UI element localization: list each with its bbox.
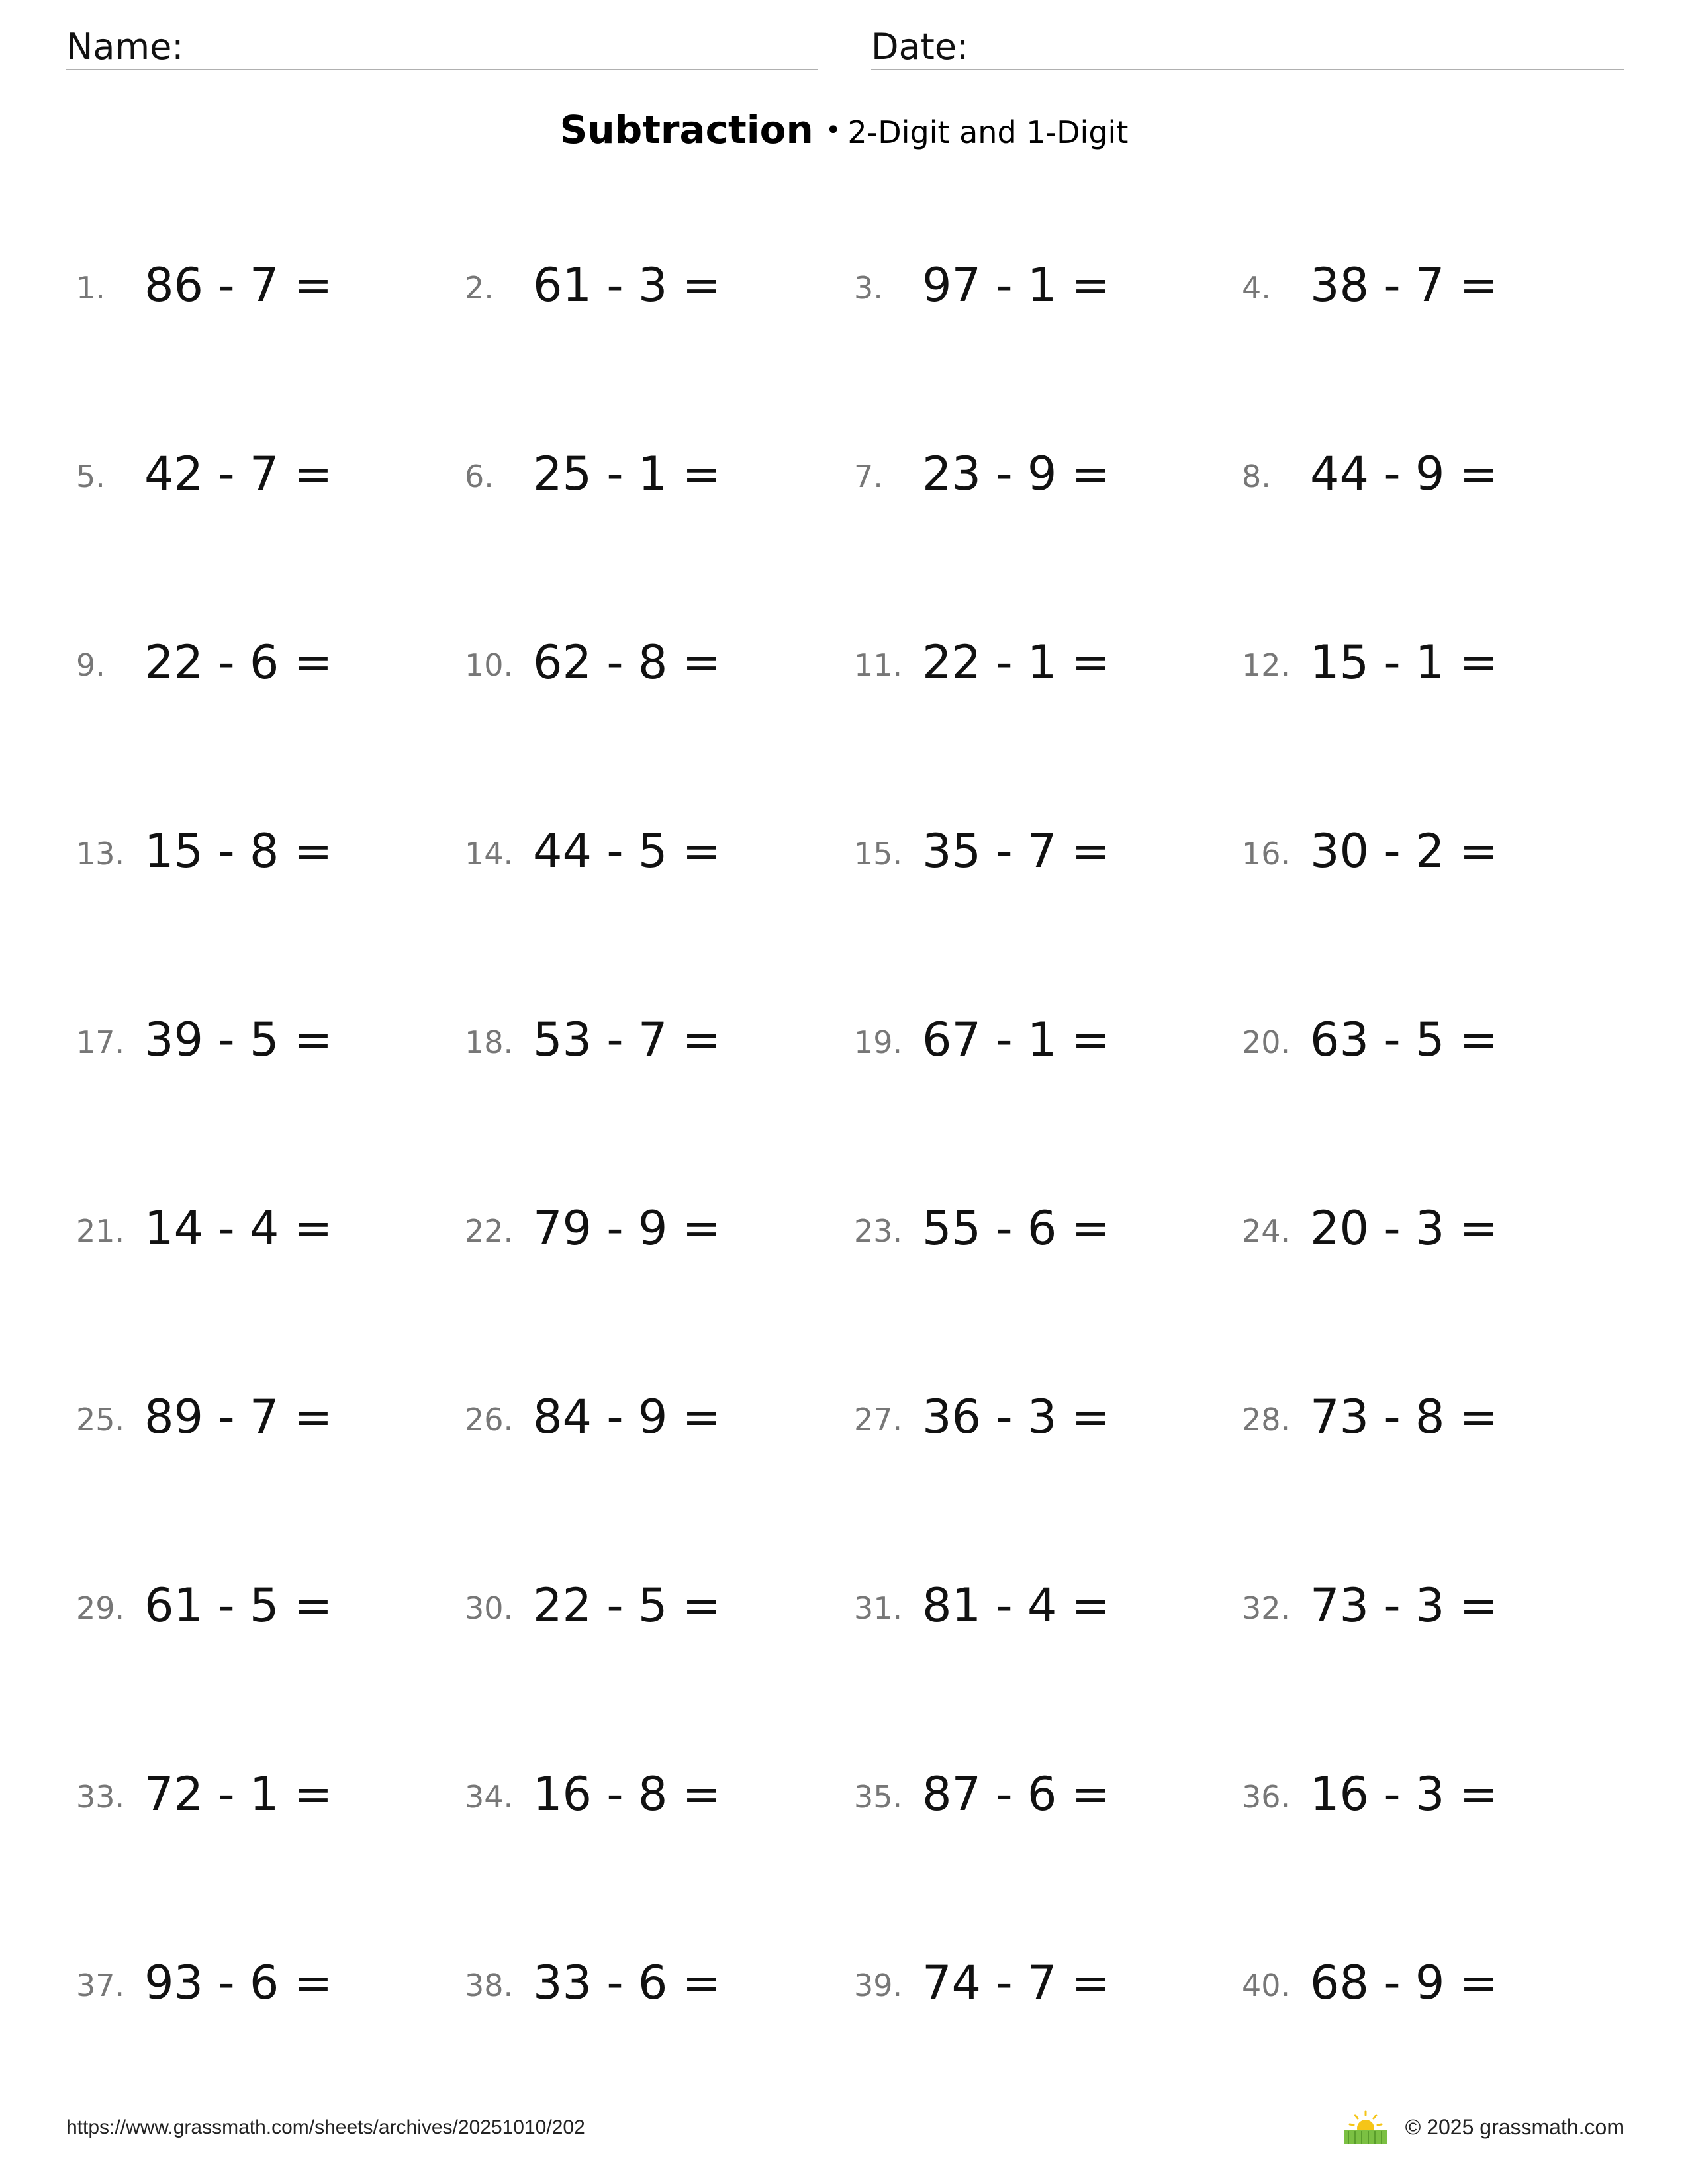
problem-expression: 23 - 9 = <box>922 447 1111 501</box>
problem-expression: 61 - 5 = <box>144 1578 333 1633</box>
problem-number: 23. <box>854 1213 903 1249</box>
problem-number: 1. <box>76 270 105 306</box>
problem-item <box>76 635 447 695</box>
problem-number: 38. <box>465 1968 514 2003</box>
problem-number: 36. <box>1242 1779 1291 1815</box>
problem-item <box>854 1013 1225 1072</box>
problem-item <box>76 1390 447 1449</box>
problem-item <box>854 1578 1225 1638</box>
problem-expression: 39 - 5 = <box>144 1013 333 1067</box>
problem-item <box>76 1578 447 1638</box>
problem-expression: 15 - 1 = <box>1310 635 1499 690</box>
problem-number: 17. <box>76 1024 125 1060</box>
problem-expression: 22 - 1 = <box>922 635 1111 690</box>
date-label: Date: <box>871 26 969 68</box>
footer-brand <box>1343 2109 1624 2146</box>
problem-number: 24. <box>1242 1213 1291 1249</box>
problem-number: 13. <box>76 836 125 872</box>
problem-number: 29. <box>76 1590 125 1626</box>
problem-item <box>465 1956 835 2015</box>
problem-expression: 33 - 6 = <box>533 1956 722 2010</box>
problem-item <box>76 1767 447 1827</box>
problem-expression: 72 - 1 = <box>144 1767 333 1821</box>
problem-item <box>1242 447 1613 506</box>
problem-item <box>1242 1390 1613 1449</box>
problem-item <box>1242 635 1613 695</box>
problem-item <box>76 447 447 506</box>
problem-expression: 35 - 7 = <box>922 824 1111 878</box>
problem-item <box>1242 1767 1613 1827</box>
problem-expression: 22 - 5 = <box>533 1578 722 1633</box>
problem-expression: 55 - 6 = <box>922 1201 1111 1255</box>
problem-expression: 68 - 9 = <box>1310 1956 1499 2010</box>
problem-expression: 73 - 3 = <box>1310 1578 1499 1633</box>
footer-url: https://www.grassmath.com/sheets/archives/20251010/202 <box>66 2116 585 2138</box>
problem-expression: 79 - 9 = <box>533 1201 722 1255</box>
problem-item <box>1242 1956 1613 2015</box>
title-main: Subtraction <box>559 107 814 152</box>
problem-expression: 25 - 1 = <box>533 447 722 501</box>
title-separator: • <box>825 115 841 146</box>
problem-expression: 44 - 5 = <box>533 824 722 878</box>
problem-expression: 73 - 8 = <box>1310 1390 1499 1444</box>
problem-expression: 67 - 1 = <box>922 1013 1111 1067</box>
problem-item <box>76 258 447 318</box>
problem-expression: 14 - 4 = <box>144 1201 333 1255</box>
problem-number: 15. <box>854 836 903 872</box>
copyright-text: © 2025 grassmath.com <box>1405 2115 1624 2139</box>
sun-over-grass-icon <box>1343 2109 1388 2146</box>
problem-item <box>465 1578 835 1638</box>
problem-item <box>854 1956 1225 2015</box>
name-label: Name: <box>66 26 184 68</box>
problem-expression: 61 - 3 = <box>533 258 722 312</box>
problem-item <box>465 447 835 506</box>
problem-expression: 20 - 3 = <box>1310 1201 1499 1255</box>
problem-expression: 63 - 5 = <box>1310 1013 1499 1067</box>
problem-number: 31. <box>854 1590 903 1626</box>
problem-expression: 42 - 7 = <box>144 447 333 501</box>
problem-expression: 86 - 7 = <box>144 258 333 312</box>
problem-number: 30. <box>465 1590 514 1626</box>
problem-number: 14. <box>465 836 514 872</box>
problem-number: 21. <box>76 1213 125 1249</box>
problem-number: 20. <box>1242 1024 1291 1060</box>
problem-item <box>76 1956 447 2015</box>
problem-expression: 44 - 9 = <box>1310 447 1499 501</box>
problem-expression: 16 - 3 = <box>1310 1767 1499 1821</box>
problem-expression: 53 - 7 = <box>533 1013 722 1067</box>
problem-item <box>854 1390 1225 1449</box>
problem-expression: 97 - 1 = <box>922 258 1111 312</box>
problem-expression: 16 - 8 = <box>533 1767 722 1821</box>
problem-item <box>854 258 1225 318</box>
problem-number: 9. <box>76 647 105 683</box>
problem-item <box>1242 1201 1613 1261</box>
problem-number: 3. <box>854 270 883 306</box>
problem-number: 11. <box>854 647 903 683</box>
problem-number: 16. <box>1242 836 1291 872</box>
problem-expression: 36 - 3 = <box>922 1390 1111 1444</box>
problem-number: 8. <box>1242 459 1271 494</box>
problem-number: 35. <box>854 1779 903 1815</box>
problem-item <box>1242 1578 1613 1638</box>
problem-number: 40. <box>1242 1968 1291 2003</box>
problem-number: 25. <box>76 1402 125 1437</box>
problem-expression: 81 - 4 = <box>922 1578 1111 1633</box>
problem-expression: 89 - 7 = <box>144 1390 333 1444</box>
problem-item <box>76 824 447 884</box>
problem-item <box>854 824 1225 884</box>
problem-number: 5. <box>76 459 105 494</box>
problem-number: 18. <box>465 1024 514 1060</box>
problem-item <box>854 447 1225 506</box>
problem-number: 12. <box>1242 647 1291 683</box>
problem-item <box>854 1767 1225 1827</box>
problem-item <box>76 1013 447 1072</box>
problem-number: 34. <box>465 1779 514 1815</box>
problem-number: 33. <box>76 1779 125 1815</box>
problem-expression: 30 - 2 = <box>1310 824 1499 878</box>
problem-number: 32. <box>1242 1590 1291 1626</box>
problem-expression: 38 - 7 = <box>1310 258 1499 312</box>
problem-expression: 15 - 8 = <box>144 824 333 878</box>
problem-expression: 74 - 7 = <box>922 1956 1111 2010</box>
problem-expression: 22 - 6 = <box>144 635 333 690</box>
problem-number: 6. <box>465 459 494 494</box>
title-subtitle: 2-Digit and 1-Digit <box>847 114 1129 150</box>
problem-number: 2. <box>465 270 494 306</box>
problem-expression: 84 - 9 = <box>533 1390 722 1444</box>
problem-number: 22. <box>465 1213 514 1249</box>
problem-number: 27. <box>854 1402 903 1437</box>
problem-item <box>854 1201 1225 1261</box>
problem-expression: 62 - 8 = <box>533 635 722 690</box>
problem-expression: 87 - 6 = <box>922 1767 1111 1821</box>
problem-item <box>465 1767 835 1827</box>
problem-item <box>76 1201 447 1261</box>
problem-number: 37. <box>76 1968 125 2003</box>
problem-item <box>465 1201 835 1261</box>
problem-number: 28. <box>1242 1402 1291 1437</box>
problem-number: 39. <box>854 1968 903 2003</box>
problem-item <box>1242 1013 1613 1072</box>
problem-item <box>854 635 1225 695</box>
problem-item <box>465 258 835 318</box>
problem-expression: 93 - 6 = <box>144 1956 333 2010</box>
problem-item <box>465 824 835 884</box>
problem-number: 7. <box>854 459 883 494</box>
problem-number: 4. <box>1242 270 1271 306</box>
problem-item <box>1242 824 1613 884</box>
problem-number: 19. <box>854 1024 903 1060</box>
problem-number: 10. <box>465 647 514 683</box>
problem-number: 26. <box>465 1402 514 1437</box>
problem-item <box>465 1390 835 1449</box>
problem-item <box>465 1013 835 1072</box>
problem-item <box>1242 258 1613 318</box>
problem-item <box>465 635 835 695</box>
